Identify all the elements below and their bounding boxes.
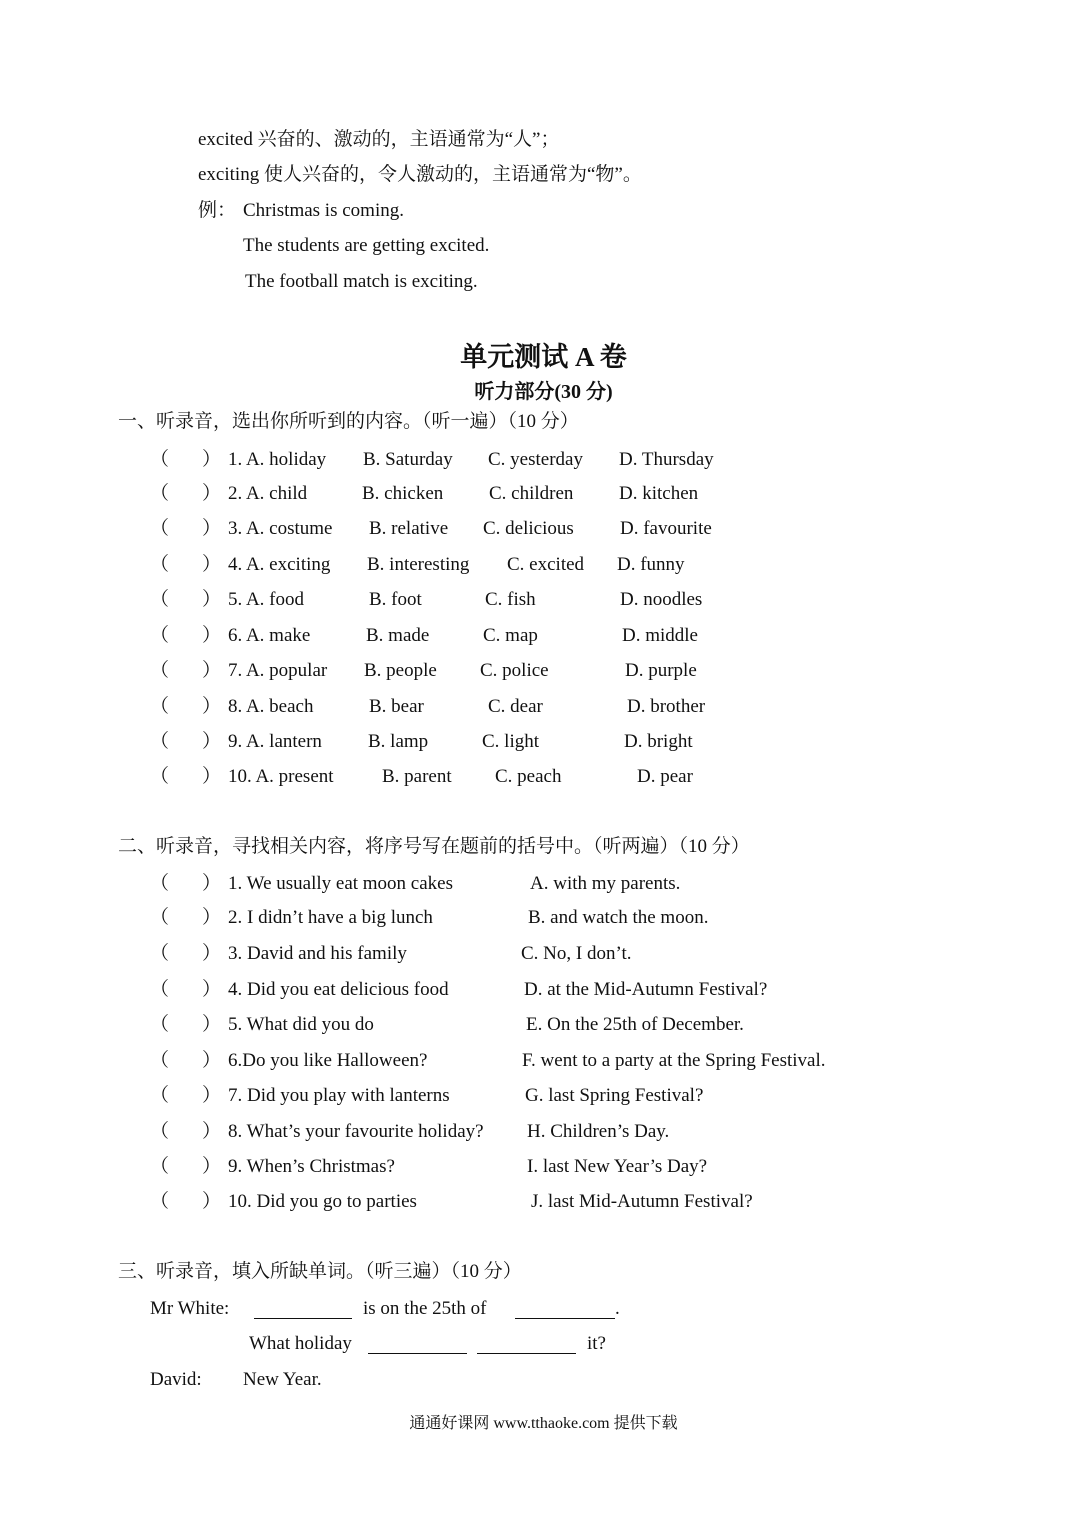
s1-question-row: [0, 482, 1087, 508]
option-a: 2. A. child: [228, 483, 308, 504]
option-b: B. interesting: [367, 554, 470, 575]
answer-paren-right: ）: [202, 731, 222, 752]
match-answer: A. with my parents.: [530, 873, 681, 894]
s2-match-row: [0, 978, 1087, 1004]
answer-paren-right: ）: [202, 943, 222, 964]
answer-paren-right: ）: [202, 873, 222, 894]
answer-paren-right: ）: [202, 1156, 222, 1177]
s2-match-row: [0, 1190, 1087, 1216]
match-answer: E. On the 25th of December.: [526, 1014, 744, 1035]
s2-match-row: [0, 942, 1087, 968]
section2-heading: 二、听录音，寻找相关内容，将序号写在题前的括号中。（听两遍）（10 分）: [118, 836, 750, 857]
option-c: C. fish: [485, 589, 536, 610]
option-c: C. map: [483, 625, 538, 646]
s1-question-row: [0, 517, 1087, 543]
example-2: The students are getting excited.: [243, 235, 490, 256]
blank-4[interactable]: [477, 1353, 576, 1354]
blank-2[interactable]: [515, 1318, 615, 1319]
answer-paren-right: ）: [202, 483, 222, 504]
example-label: 例：: [198, 200, 237, 221]
option-c: C. excited: [507, 554, 585, 575]
option-a: 8. A. beach: [228, 696, 314, 717]
s2-match-row: [0, 1155, 1087, 1181]
blank-3[interactable]: [368, 1353, 467, 1354]
option-a: 6. A. make: [228, 625, 311, 646]
option-a: 5. A. food: [228, 589, 304, 610]
option-d: D. favourite: [620, 518, 712, 539]
answer-paren-right: ）: [202, 1050, 222, 1071]
answer-paren-right: ）: [202, 766, 222, 787]
answer-paren-left[interactable]: （: [150, 1191, 170, 1212]
option-a: 10. A. present: [228, 766, 334, 787]
option-b: B. bear: [369, 696, 424, 717]
answer-paren-left[interactable]: （: [150, 696, 170, 717]
match-question: 7. Did you play with lanterns: [228, 1085, 450, 1106]
answer-paren-right: ）: [202, 660, 222, 681]
note-exciting: exciting 使人兴奋的，令人激动的，主语通常为“物”。: [198, 164, 642, 185]
s1-question-row: [0, 765, 1087, 791]
match-answer: B. and watch the moon.: [528, 907, 709, 928]
section1-heading: 一、听录音，选出你所听到的内容。（听一遍）（10 分）: [118, 411, 579, 432]
match-answer: C. No, I don’t.: [521, 943, 632, 964]
s1-question-row: [0, 553, 1087, 579]
answer-paren-left[interactable]: （: [150, 1050, 170, 1071]
answer-paren-right: ）: [202, 1121, 222, 1142]
s1-question-row: [0, 730, 1087, 756]
note-excited: excited 兴奋的、激动的，主语通常为“人”；: [198, 129, 560, 150]
match-answer: H. Children’s Day.: [527, 1121, 670, 1142]
s2-match-row: [0, 872, 1087, 898]
match-answer: J. last Mid-Autumn Festival?: [531, 1191, 753, 1212]
answer-paren-left[interactable]: （: [150, 554, 170, 575]
option-b: B. foot: [369, 589, 422, 610]
line3-text: New Year.: [243, 1369, 322, 1390]
match-question: 10. Did you go to parties: [228, 1191, 417, 1212]
s2-match-row: [0, 1120, 1087, 1146]
footer-credit: 通通好课网 www.tthaoke.com 提供下载: [409, 1415, 678, 1432]
answer-paren-right: ）: [202, 979, 222, 1000]
option-c: C. police: [480, 660, 549, 681]
option-d: D. funny: [617, 554, 685, 575]
option-b: B. relative: [369, 518, 449, 539]
answer-paren-left[interactable]: （: [150, 449, 170, 470]
option-d: D. kitchen: [619, 483, 699, 504]
answer-paren-left[interactable]: （: [150, 1121, 170, 1142]
s1-question-row: [0, 659, 1087, 685]
option-a: 1. A. holiday: [228, 449, 327, 470]
answer-paren-right: ）: [202, 554, 222, 575]
speaker-mr-white: Mr White:: [150, 1298, 230, 1319]
match-question: 5. What did you do: [228, 1014, 374, 1035]
option-b: B. Saturday: [363, 449, 453, 470]
answer-paren-left[interactable]: （: [150, 766, 170, 787]
section3-heading: 三、听录音，填入所缺单词。（听三遍）（10 分）: [118, 1261, 522, 1282]
option-b: B. made: [366, 625, 430, 646]
option-c: C. delicious: [483, 518, 574, 539]
answer-paren-left[interactable]: （: [150, 1156, 170, 1177]
answer-paren-right: ）: [202, 907, 222, 928]
answer-paren-left[interactable]: （: [150, 518, 170, 539]
option-a: 4. A. exciting: [228, 554, 331, 575]
answer-paren-right: ）: [202, 589, 222, 610]
answer-paren-left[interactable]: （: [150, 625, 170, 646]
match-question: 1. We usually eat moon cakes: [228, 873, 454, 894]
option-a: 9. A. lantern: [228, 731, 322, 752]
answer-paren-left[interactable]: （: [150, 1014, 170, 1035]
line2-text: What holiday: [249, 1333, 352, 1354]
s1-question-row: [0, 624, 1087, 650]
match-question: 4. Did you eat delicious food: [228, 979, 449, 1000]
answer-paren-right: ）: [202, 1014, 222, 1035]
blank-1[interactable]: [254, 1318, 352, 1319]
answer-paren-right: ）: [202, 518, 222, 539]
match-question: 9. When’s Christmas?: [228, 1156, 395, 1177]
line2-end: it?: [587, 1333, 606, 1354]
answer-paren-left[interactable]: （: [150, 483, 170, 504]
answer-paren-right: ）: [202, 696, 222, 717]
example-1: Christmas is coming.: [243, 200, 404, 221]
match-question: 8. What’s your favourite holiday?: [228, 1121, 484, 1142]
answer-paren-right: ）: [202, 1191, 222, 1212]
answer-paren-left[interactable]: （: [150, 660, 170, 681]
option-c: C. children: [489, 483, 574, 504]
answer-paren-left[interactable]: （: [150, 979, 170, 1000]
match-question: 2. I didn’t have a big lunch: [228, 907, 433, 928]
line1-text: is on the 25th of: [363, 1298, 487, 1319]
option-d: D. noodles: [620, 589, 703, 610]
s2-match-row: [0, 1013, 1087, 1039]
match-answer: I. last New Year’s Day?: [527, 1156, 708, 1177]
option-b: B. parent: [382, 766, 452, 787]
example-3: The football match is exciting.: [245, 271, 478, 292]
option-c: C. light: [482, 731, 540, 752]
option-c: C. dear: [488, 696, 543, 717]
option-a: 7. A. popular: [228, 660, 328, 681]
answer-paren-right: ）: [202, 625, 222, 646]
option-c: C. peach: [495, 766, 562, 787]
s1-question-row: [0, 695, 1087, 721]
option-d: D. middle: [622, 625, 698, 646]
line1-end: .: [615, 1298, 620, 1319]
match-question: 6.Do you like Halloween?: [228, 1050, 428, 1071]
answer-paren-left[interactable]: （: [150, 589, 170, 610]
s2-match-row: [0, 906, 1087, 932]
answer-paren-left[interactable]: （: [150, 907, 170, 928]
match-question: 3. David and his family: [228, 943, 407, 964]
match-answer: D. at the Mid-Autumn Festival?: [524, 979, 768, 1000]
answer-paren-right: ）: [202, 1085, 222, 1106]
match-answer: F. went to a party at the Spring Festival.: [522, 1050, 826, 1071]
option-d: D. pear: [637, 766, 693, 787]
option-d: D. bright: [624, 731, 693, 752]
page-title: 单元测试 A 卷: [460, 342, 627, 372]
s2-match-row: [0, 1084, 1087, 1110]
option-d: D. Thursday: [619, 449, 714, 470]
answer-paren-left[interactable]: （: [150, 1085, 170, 1106]
answer-paren-left[interactable]: （: [150, 943, 170, 964]
option-d: D. brother: [627, 696, 706, 717]
option-d: D. purple: [625, 660, 697, 681]
option-b: B. people: [364, 660, 437, 681]
option-a: 3. A. costume: [228, 518, 333, 539]
s1-question-row: [0, 588, 1087, 614]
speaker-david: David:: [150, 1369, 202, 1390]
answer-paren-right: ）: [202, 449, 222, 470]
option-b: B. chicken: [362, 483, 444, 504]
option-c: C. yesterday: [488, 449, 583, 470]
page-subtitle: 听力部分(30 分): [474, 381, 613, 403]
answer-paren-left[interactable]: （: [150, 731, 170, 752]
s2-match-row: [0, 1049, 1087, 1075]
s1-question-row: [0, 448, 1087, 474]
match-answer: G. last Spring Festival?: [525, 1085, 704, 1106]
answer-paren-left[interactable]: （: [150, 873, 170, 894]
option-b: B. lamp: [368, 731, 429, 752]
